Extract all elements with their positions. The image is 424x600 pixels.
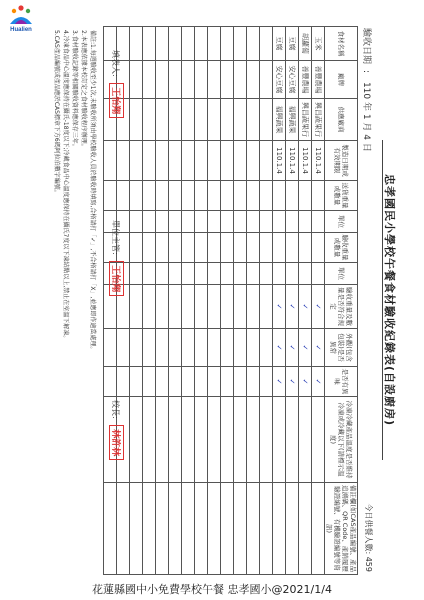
- table-row-empty: [195, 27, 208, 575]
- unit-stamp: 王怡翔: [109, 261, 124, 296]
- note-line: 4.冷凍食品中心溫度應保持在攝氏-18度以下;冷藏食品中心溫度應保持在攝氏7度以下凍結點以上,禁止在室溫下解凍。: [62, 30, 69, 342]
- table-row-empty: [182, 27, 195, 575]
- header-cell: 單位: [325, 211, 358, 233]
- cell-name: 胡蘿蔔: [299, 27, 312, 61]
- header-cell: 單位: [325, 263, 358, 285]
- filler-signature: [109, 50, 124, 118]
- cell-qty-ok: ✓: [286, 285, 299, 329]
- cell-brand: 安心豆腐: [286, 61, 299, 99]
- cell-brand: 安心豆腐: [273, 61, 286, 99]
- header-cell: 冷凍冷藏產品溫度是否維持冷凍或冷藏以下(請標示溫度): [325, 397, 358, 483]
- header-cell: 供應廠商: [325, 99, 358, 141]
- note-line: 5.CAS產品編號或產品應於CAS標章下方6碼阿拉伯數字編號。: [53, 30, 60, 196]
- note-line: 3.食材驗收記錄等相關驗收資料應保存三年。: [71, 30, 78, 150]
- header-cell: 外觀(包含包裝)是否異常: [325, 329, 358, 367]
- cell-date: 110.1.4: [312, 141, 325, 181]
- cell-vendor: 興昌蔬果行: [312, 99, 325, 141]
- table-row-empty: [234, 27, 247, 575]
- cell-appearance-ok: ✓: [299, 329, 312, 367]
- header-cell: 送貨重量或數量: [325, 181, 358, 211]
- table-row-empty: [208, 27, 221, 575]
- cell-brand: 善豐農場: [312, 61, 325, 99]
- header-cell: 備註欄(如CAS產品編號、產品追溯碼、QR Code、產銷履歷驗證編號、有機驗證編號等資訊): [325, 483, 358, 575]
- cell-appearance-ok: ✓: [312, 329, 325, 367]
- header-cell: 驗收重量或數量: [325, 233, 358, 263]
- header-cell: 廠牌: [325, 61, 358, 99]
- header-cell: 驗收重量及數量是否符合規定: [325, 285, 358, 329]
- rotated-document: [22, 20, 402, 580]
- cell-date: 110.1.4: [273, 141, 286, 181]
- meal-count: 今日供餐人數: 459: [364, 503, 373, 572]
- date-value: 110 年 1 月 4 日: [361, 81, 371, 152]
- cell-odor-ok: ✓: [312, 367, 325, 397]
- header-cell: 食材名稱: [325, 27, 358, 61]
- filler-stamp: 王怡翔: [109, 83, 124, 118]
- inspection-date: 驗收日期: 110 年 1 月 4 日: [361, 28, 371, 152]
- cell-date: 110.1.4: [299, 141, 312, 181]
- table-row-empty: [260, 27, 273, 575]
- cell-appearance-ok: ✓: [273, 329, 286, 367]
- principal-label: 校長:: [111, 400, 120, 419]
- inspection-form: [22, 20, 402, 580]
- principal-signature: [109, 400, 124, 460]
- cell-vendor: 興昌蔬果行: [299, 99, 312, 141]
- table-row-empty: [169, 27, 182, 575]
- cell-name: 玉米: [312, 27, 325, 61]
- table-header: [325, 27, 358, 575]
- cell-odor-ok: ✓: [273, 367, 286, 397]
- table-row-empty: [156, 27, 169, 575]
- cell-vendor: 福興蔬果: [286, 99, 299, 141]
- cell-appearance-ok: ✓: [286, 329, 299, 367]
- cell-name: 豆腐: [273, 27, 286, 61]
- cell-name: 豆腐: [286, 27, 299, 61]
- footer-caption: 花蓮縣國中小免費學校午餐 忠孝國小@2021/1/4: [92, 583, 332, 596]
- principal-stamp: 林許林: [109, 425, 124, 460]
- header-cell: 製造日期或有效期限: [325, 141, 358, 181]
- cell-qty-ok: ✓: [299, 285, 312, 329]
- table-row-empty: [247, 27, 260, 575]
- table-row-empty: [143, 27, 156, 575]
- date-label: 驗收日期: [361, 28, 371, 65]
- table-row: [273, 27, 286, 575]
- note-line: 備註:1.每週驗收至少1次,未驗收所須由學校驗收人員於驗收時填寫,合格請打「✓」,不合格請打「X」,並應即作適當處理。: [89, 30, 96, 353]
- notes: [52, 30, 97, 570]
- form-title: 忠孝國民小學校午餐食材驗收紀錄表(自設廚房): [383, 173, 396, 427]
- table-row: [299, 27, 312, 575]
- table-row-empty: [221, 27, 234, 575]
- header-cell: 是否有異味: [325, 367, 358, 397]
- note-line: 2.本表應依據本校訂定之食材驗收程序辦理。: [80, 30, 87, 150]
- cell-date: 110.1.4: [286, 141, 299, 181]
- title-underline: [382, 140, 383, 460]
- cell-vendor: 福興蔬果: [273, 99, 286, 141]
- cell-qty-ok: ✓: [312, 285, 325, 329]
- cell-odor-ok: ✓: [299, 367, 312, 397]
- filler-label: 填表人:: [111, 50, 120, 77]
- table-row: [312, 27, 325, 575]
- table-row: [286, 27, 299, 575]
- unit-label: 單位主管:: [111, 220, 120, 255]
- cell-brand: 善豐農場: [299, 61, 312, 99]
- unit-signature: [109, 220, 124, 296]
- logo-text: Hualien: [10, 27, 32, 33]
- inspection-table: [103, 26, 358, 575]
- cell-odor-ok: ✓: [286, 367, 299, 397]
- cell-qty-ok: ✓: [273, 285, 286, 329]
- table-row-empty: [130, 27, 143, 575]
